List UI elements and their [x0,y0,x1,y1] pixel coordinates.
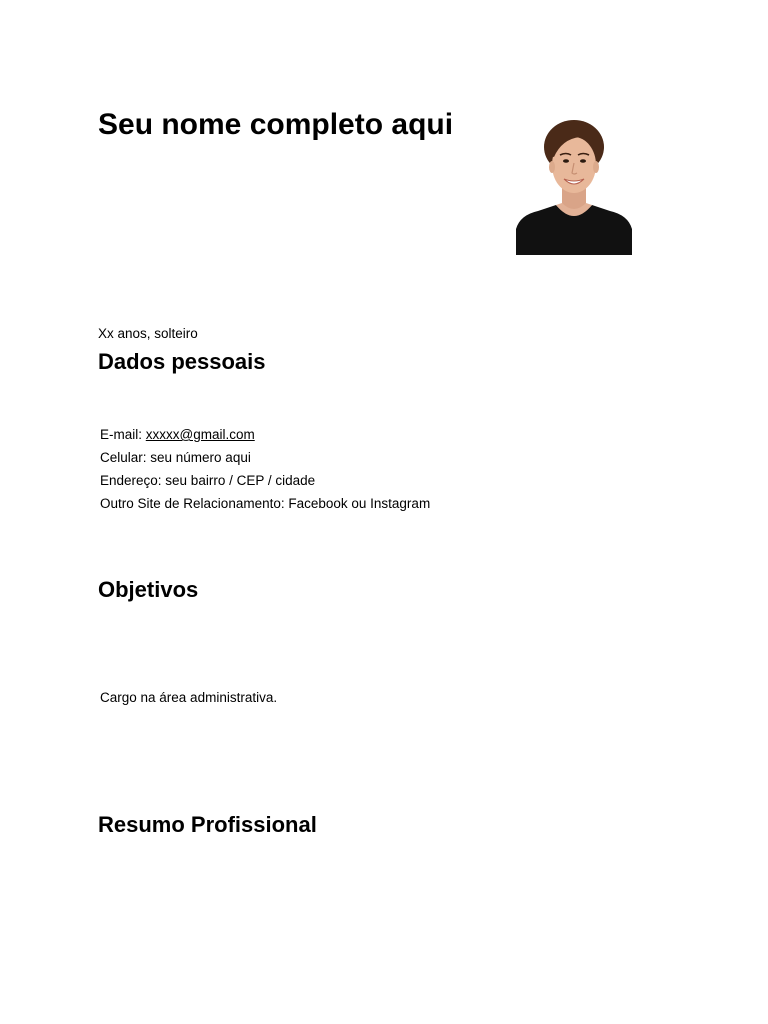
email-line [100,423,430,446]
objectives-heading: Objetivos [98,577,199,602]
summary-heading: Resumo Profissional [98,812,317,837]
profile-photo-icon [516,117,632,255]
social-line: Outro Site de Relacionamento: Facebook ou Instagram [100,496,431,511]
page-title: Seu nome completo aqui [98,108,454,141]
email-link[interactable]: xxxxx@gmail.com [145,427,255,442]
profile-photo [516,117,632,255]
age-status-text: Xx anos, solteiro [98,326,198,341]
objective-text: Cargo na área administrativa. [100,690,278,705]
address-line: Endereço: seu bairro / CEP / cidade [100,473,316,488]
phone-line: Celular: seu número aqui [100,450,251,465]
contact-list [100,423,430,515]
email-label: E-mail: [100,427,146,442]
personal-data-heading: Dados pessoais [98,349,266,374]
